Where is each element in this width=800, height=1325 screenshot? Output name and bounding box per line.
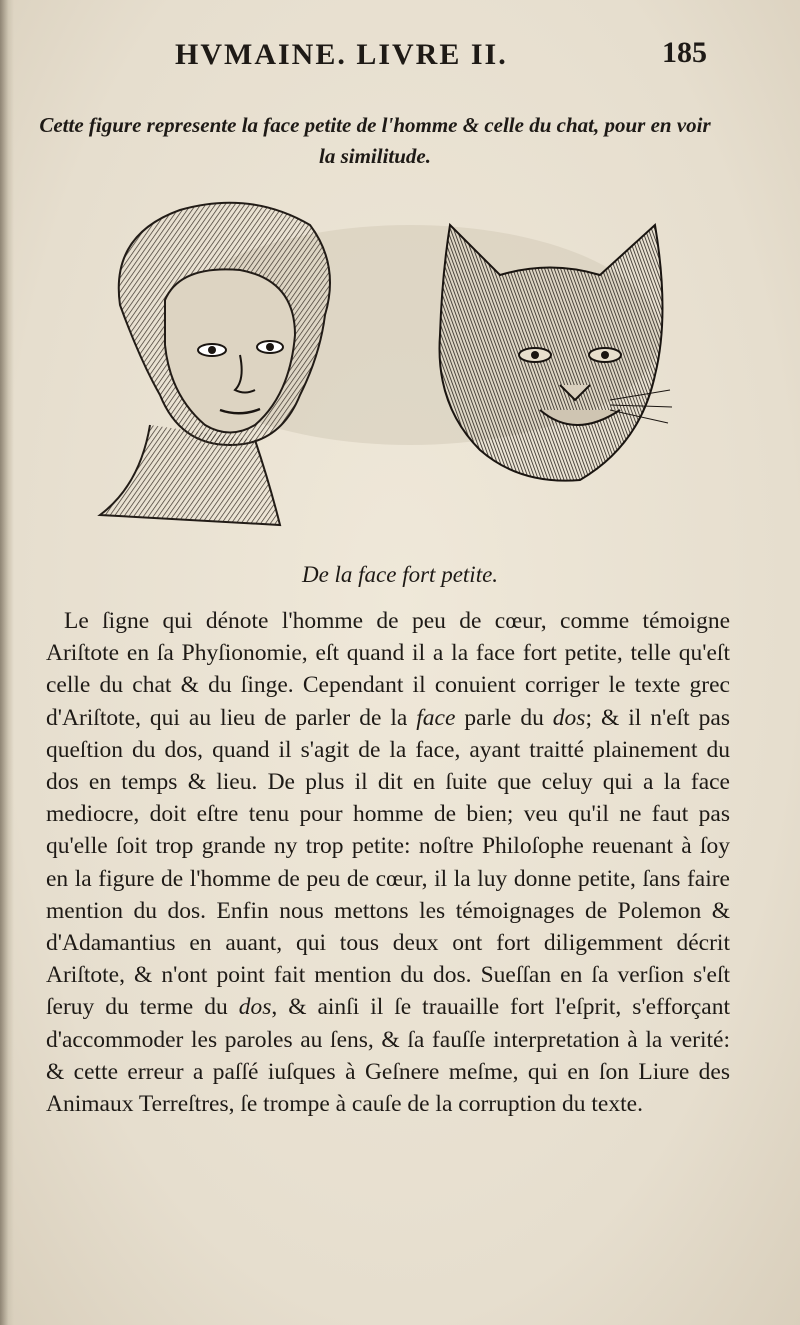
body-text-part-2: parle du [455,704,553,731]
body-emphasis-face: face [416,704,456,731]
figure-caption-bottom: De la face fort petite. [301,562,499,587]
body-text-part-1: Le ſigne qui dénote l'homme de peu de cœur, comme témoigne Ariſtote en ſa Phyſionomie, eſt quand il a la face fort petite, telle qu'eſt celle du chat & du ſinge. Cependant il conuient corriger le texte grec d'Ariſtote, qui au lieu de parler de la [46,608,730,731]
body-emphasis-dos: dos [552,704,586,731]
body-paragraph [46,605,730,1120]
page-gutter-shadow [0,0,14,1325]
body-emphasis-dos-2: dos [238,994,272,1021]
body-text-part-3: ; & il n'eſt pas queſtion du dos, quand il s'agit de la face, ayant traitté plainement du dos en temps & lieu. De plus il dit en ſuite que celuy qui a la face mediocre, doit eſtre tenu pour homme de bien; veu qu'il ne faut pas qu'elle ſoit trop grande ny trop petite: noſtre Philoſophe reuenant à ſoy en la figure de l'homme de peu de cœur, il la luy donne petite, ſans faire mention du dos. Enfin nous mettons les témoignages de Polemon & d'Adamantius en auant, qui tous deux ont fort diligemment décrit Ariſtote, & n'ont point fait mention du dos. Sueſſan en ſa verſion s'eſt ſeruy du terme du [46,704,730,1021]
body-text [46,605,730,1120]
woodcut-figure [80,195,720,555]
running-head: HVMAINE. LIVRE II. [175,38,508,71]
human-face-icon [100,203,330,525]
body-text-part-4: , & ainſi il ſe trauaille fort l'eſprit, s'efforçant d'accommoder les paroles au ſens, & ſa fauſſe interpretation à la verité: & cette erreur a paſſé iuſques à Geſnere meſme, qui en ſon Liure des Animaux Terreſtres, ſe trompe à cauſe de la corruption du texte. [46,994,730,1118]
page-number: 185 [662,36,707,69]
figure-caption-top: Cette figure represente la face petite de l'homme & celle du chat, pour en voir la similitude. [39,113,711,168]
woodcut-illustration [80,195,720,555]
page-header [0,32,800,82]
